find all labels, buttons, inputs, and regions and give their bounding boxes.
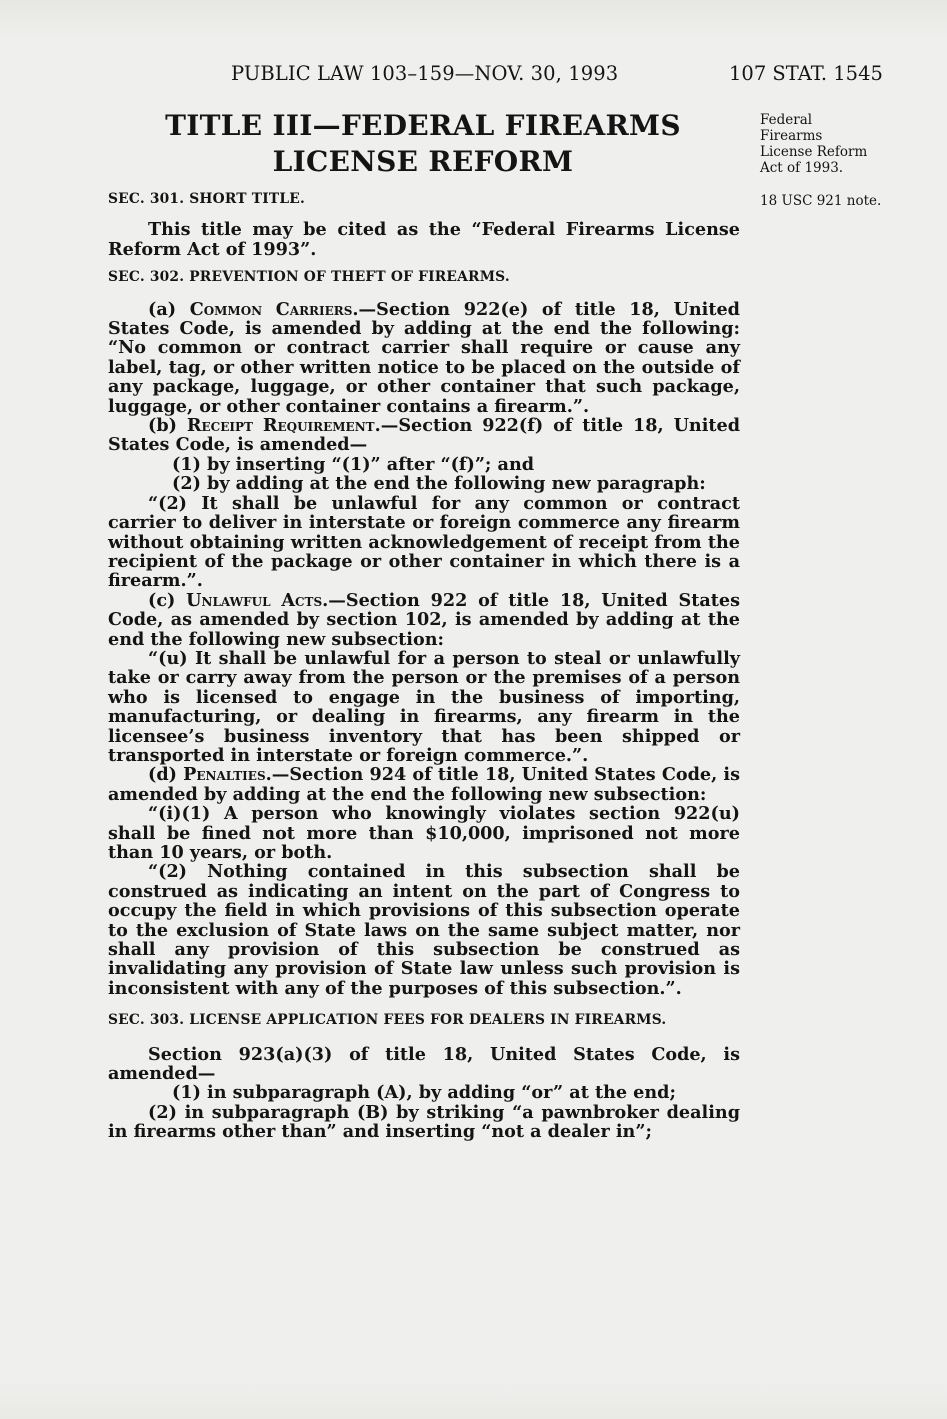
main-text-column	[108, 190, 740, 1142]
subsection-a	[108, 300, 740, 416]
section-303-text: Section 923(a)(3) of title 18, United States Code, is amended—	[108, 1043, 740, 1085]
subsection-d-caption: Penalties	[183, 764, 266, 786]
subsection-c-caption: Unlawful Acts	[186, 589, 323, 611]
subsection-a-caption: Common Carriers	[189, 298, 353, 320]
subsection-d-text: .—Section 924 of title 18, United States Code, is amended by adding at the end the following new subsection:	[108, 764, 741, 805]
section-301-heading: SEC. 301. SHORT TITLE.	[108, 191, 305, 207]
title-heading	[108, 108, 738, 180]
section-303-item-1: (1) in subparagraph (A), by adding “or” at the end;	[172, 1082, 676, 1104]
running-header-stat: 107 STAT. 1545	[729, 62, 883, 85]
margin-note-usc: 18 USC 921 note.	[760, 193, 882, 209]
quoted-paragraph-b: “(2) It shall be unlawful for any common or contract carrier to deliver in interstate or foreign commerce any firearm without obtaining written acknowledgement of receipt from the recipient of the package or other container in which there is a firearm.”.	[108, 492, 740, 592]
section-302-heading: SEC. 302. PREVENTION OF THEFT OF FIREARMS.	[108, 269, 510, 286]
quoted-subsection-u: “(u) It shall be unlawful for a person to steal or unlawfully take or carry away from the person or the premises of a person who is licensed to engage in the business of importing, manufacturing, or dealing in firearms, any firearm in the licensee’s business inventory that has been shipped or transported in interstate or foreign commerce.”.	[108, 647, 740, 766]
paragraph-b1: (1) by inserting “(1)” after “(f)”; and	[172, 453, 535, 475]
quoted-subsection-i-1: “(i)(1) A person who knowingly violates section 922(u) shall be fined not more than $10,000, imprisoned not more than 10 years, or both.	[108, 803, 740, 863]
subsection-b-caption: Receipt Requirement	[186, 415, 375, 437]
subsection-d	[108, 765, 740, 804]
title-line-2: LICENSE REFORM	[272, 145, 574, 178]
subsection-c-text: .—Section 922 of title 18, United States Code, as amended by section 102, is amended by adding at the end the following new subsection:	[108, 589, 740, 650]
subsection-d-label: (d)	[148, 764, 184, 786]
section-303-item-2: (2) in subparagraph (B) by striking “a pawnbroker dealing in firearms other than” and inserting “not a dealer in”;	[108, 1101, 740, 1143]
subsection-a-label: (a)	[148, 298, 190, 320]
subsection-c-label: (c)	[148, 589, 187, 611]
margin-note-act-name: Federal Firearms License Reform Act of 1993.	[760, 112, 868, 176]
subsection-c	[108, 591, 740, 649]
quoted-subsection-i-2: “(2) Nothing contained in this subsection shall be construed as indicating an intent on the part of Congress to occupy the field in which provisions of this subsection operate to the exclusion of State laws on the same subject matter, nor shall any provision of this subsection be construed as invalidating any provision of State law unless such provision is inconsistent with any of the purposes of this subsection.”.	[108, 861, 740, 999]
section-301-text: This title may be cited as the “Federal Firearms License Reform Act of 1993”.	[108, 219, 740, 260]
section-303-heading: SEC. 303. LICENSE APPLICATION FEES FOR DEALERS IN FIREARMS.	[108, 1012, 667, 1029]
running-header-law: PUBLIC LAW 103–159—NOV. 30, 1993	[231, 62, 619, 85]
subsection-b-text: .—Section 922(f) of title 18, United States Code, is amended—	[108, 415, 741, 456]
subsection-b-label: (b)	[148, 415, 187, 437]
title-line-1: TITLE III—FEDERAL FIREARMS	[165, 109, 681, 142]
subsection-a-text: .—Section 922(e) of title 18, United States Code, is amended by adding at the end the following: “No common or contract carrier shall require or cause any label, tag, or other written notice to be placed on the outside of any package, luggage, or other container that such package, luggage, or other container contains a firearm.”.	[108, 298, 740, 417]
paragraph-b2: (2) by adding at the end the following new paragraph:	[172, 473, 706, 495]
subsection-b	[108, 416, 740, 455]
